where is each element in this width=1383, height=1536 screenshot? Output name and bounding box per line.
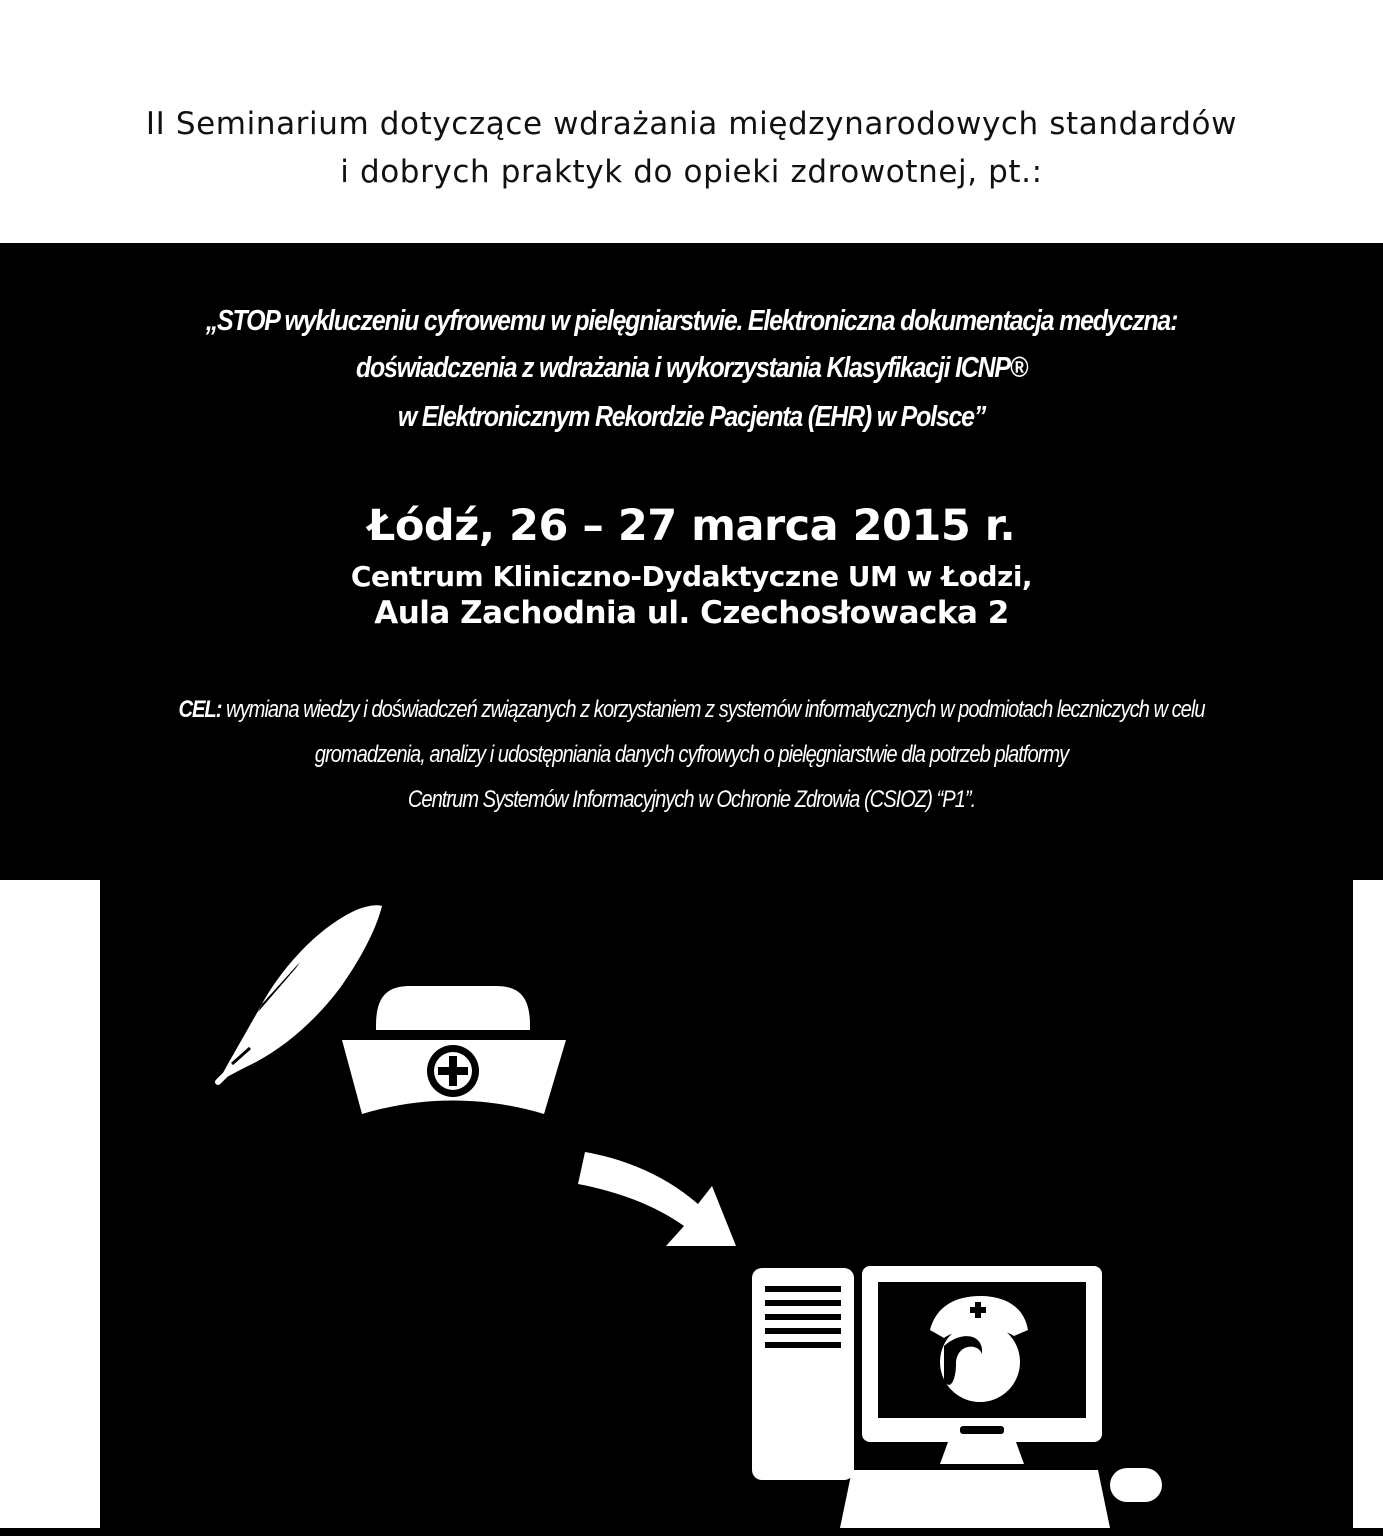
seminar-title-line2: doświadczenia z wdrażania i wykorzystania Klasyfikacji ICNP® xyxy=(355,352,1028,384)
event-date: Łódź, 26 – 27 marca 2015 r. xyxy=(367,501,1016,551)
seminar-title-line1: „STOP wykluczeniu cyfrowemu w pielęgniarstwie. Elektroniczna dokumentacja medyczna: xyxy=(205,305,1178,337)
goal-line3: Centrum Systemów Informacyjnych w Ochronie Zdrowia (CSIOZ) “P1”. xyxy=(407,786,976,813)
seminar-subtitle-line1: II Seminarium dotyczące wdrażania międzynarodowych standardów xyxy=(145,106,1238,142)
goal-text-line1: wymiana wiedzy i doświadczeń związanych z korzystaniem z systemów informatycznych w podmiotach leczniczych w celu xyxy=(221,696,1205,723)
arrow-icon xyxy=(578,1152,736,1246)
seminar-subtitle-line2: i dobrych praktyk do opieki zdrowotnej, pt.: xyxy=(340,154,1043,190)
venue-line2: Aula Zachodnia ul. Czechosłowacka 2 xyxy=(374,595,1009,631)
goal-label: CEL: xyxy=(178,696,222,723)
venue-line1: Centrum Kliniczno-Dydaktyczne UM w Łodzi, xyxy=(350,560,1033,593)
seminar-title-line3: w Elektronicznym Rekordzie Pacjenta (EHR) w Polsce” xyxy=(397,401,986,433)
goal-line2: gromadzenia, analizy i udostępniania danych cyfrowych o pielęgniarstwie dla potrzeb platformy xyxy=(314,741,1069,768)
nurse-cap-icon xyxy=(342,986,566,1114)
